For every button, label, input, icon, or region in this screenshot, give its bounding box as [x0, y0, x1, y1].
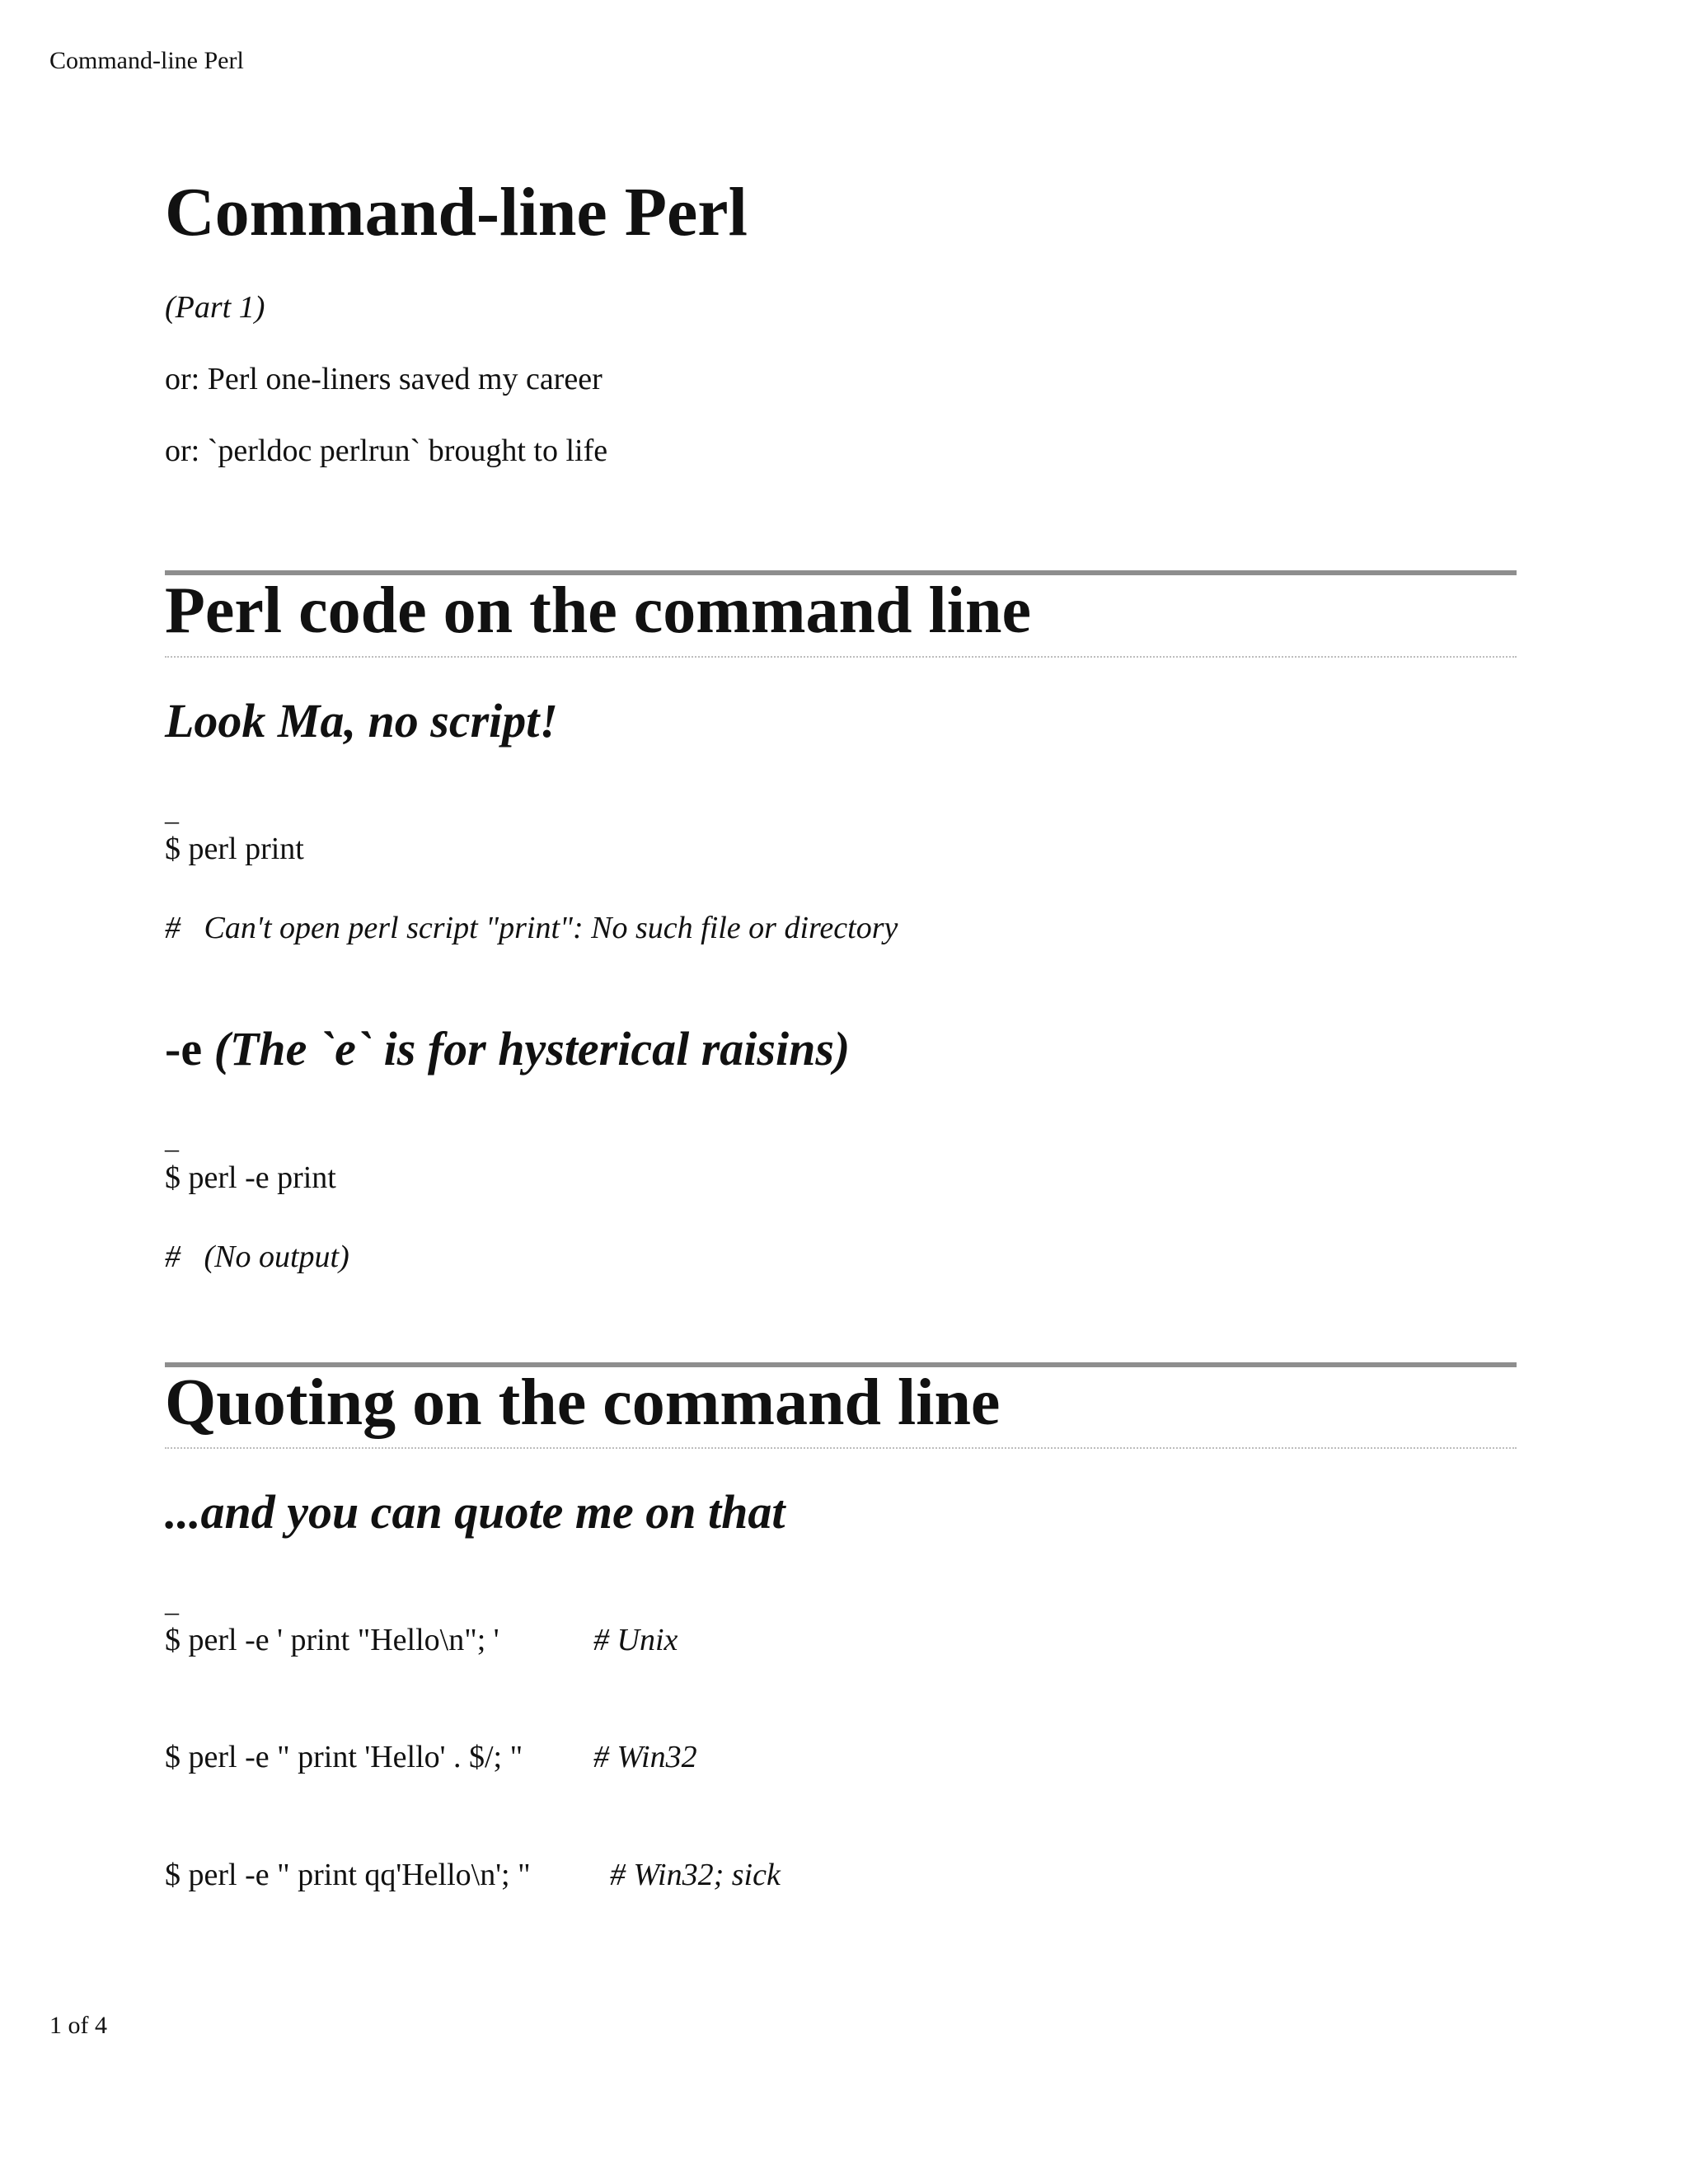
page-number: 1 of 4 — [49, 2012, 107, 2039]
command-comment: # Win32 — [593, 1740, 697, 1774]
alt-title-1: or: Perl one-liners saved my career — [165, 362, 603, 396]
subsection-title: ...and you can quote me on that — [165, 1485, 785, 1539]
option-note: (The `e` is for hysterical raisins) — [213, 1022, 851, 1076]
code-marker: _ — [165, 1124, 179, 1155]
subsection-title: Look Ma, no script! — [165, 694, 558, 748]
page-header: Command-line Perl — [49, 47, 244, 74]
subsection-title — [165, 1020, 850, 1078]
command-comment: # Win32; sick — [610, 1858, 781, 1892]
command-output: # (No output) — [165, 1240, 349, 1274]
code-marker: _ — [165, 796, 179, 827]
part-label: (Part 1) — [165, 290, 265, 325]
command-comment: # Unix — [593, 1623, 678, 1657]
section-divider — [165, 656, 1517, 658]
command-line: $ perl -e print — [165, 1160, 336, 1195]
section-divider — [165, 1447, 1517, 1449]
command-line: $ perl -e " print qq'Hello\n'; " — [165, 1858, 531, 1892]
command-line: $ perl -e " print 'Hello' . $/; " — [165, 1740, 523, 1774]
command-line: $ perl -e ' print "Hello\n"; ' — [165, 1623, 499, 1657]
command-output: # Can't open perl script "print": No such file or directory — [165, 911, 898, 945]
section-title: Quoting on the command line — [165, 1366, 1001, 1439]
alt-title-2: or: `perldoc perlrun` brought to life — [165, 434, 608, 468]
code-marker: _ — [165, 1587, 179, 1618]
section-title: Perl code on the command line — [165, 574, 1031, 647]
document-title: Command-line Perl — [165, 174, 748, 251]
command-line: $ perl print — [165, 832, 304, 866]
option-flag: -e — [165, 1022, 203, 1076]
